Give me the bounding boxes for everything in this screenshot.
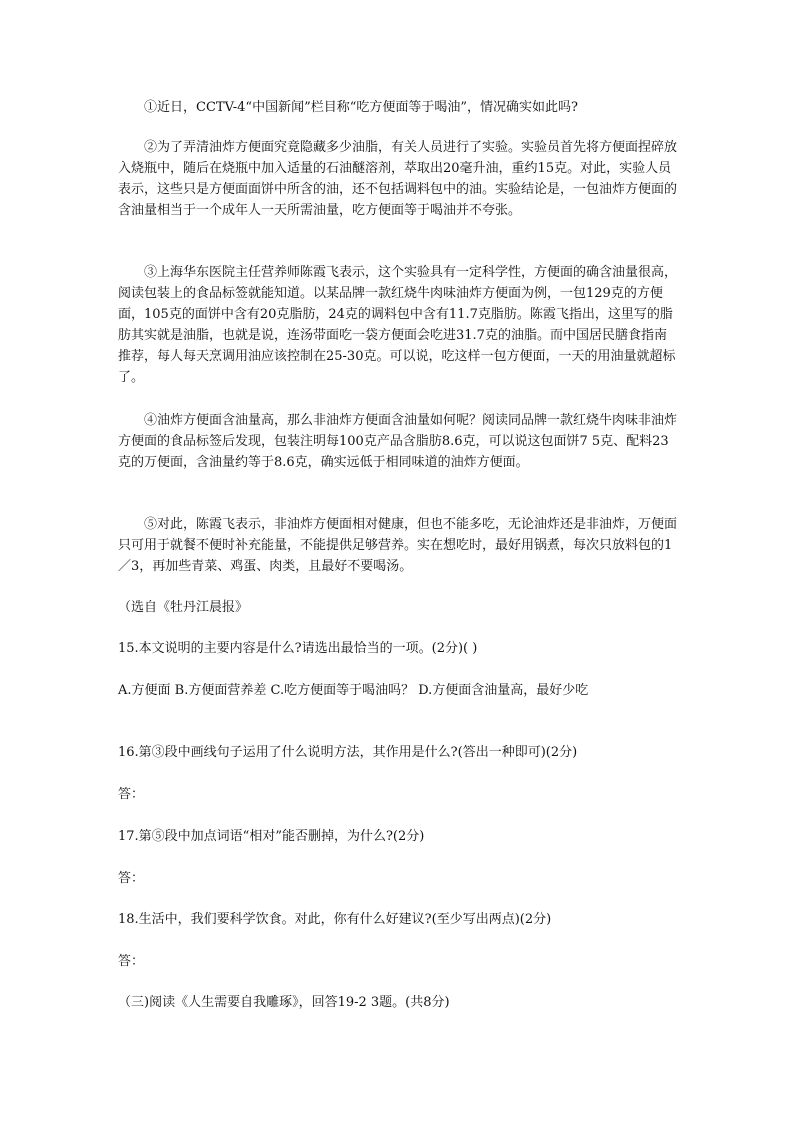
paragraph-1: ①近日，CCTV-4“中国新闻”栏目称“吃方便面等于喝油”，情况确实如此吗? [144, 100, 578, 115]
question-16: 16.第③段中画线句子运用了什么说明方法，其作用是什么?(答出一种即可)(2分) [118, 745, 578, 760]
paragraph-4: ④油炸方便面含油量高，那么非油炸方便面含油量如何呢？阅读同品牌一款红烧牛肉味非油炸方便面的食品标签后发现，包装注明每100克产品含脂肪8.6克，可以说这包面饼7 5克、配料23克的万便面，含油量约等于8.6克，确实远低于相同味道的油炸方便面。 [118, 413, 678, 470]
source-line: （选自《牡丹江晨报》 [118, 600, 249, 615]
section-3-heading: （三)阅读《人生需要自我雕琢》，回答19-2 3题。(共8分) [118, 995, 450, 1010]
answer-18-label: 答： [118, 954, 145, 969]
question-15: 15.本文说明的主要内容是什么?请选出最恰当的一项。(2分)( ) [118, 641, 478, 656]
answer-16-label: 答： [118, 787, 145, 802]
question-18: 18.生活中，我们要科学饮食。对此，你有什么好建议?(至少写出两点)(2分) [118, 912, 552, 927]
paragraph-2: ②为了弄清油炸方便面究竟隐藏多少油脂，有关人员进行了实验。实验员首先将方便面捏碎放入烧瓶中，随后在烧瓶中加入适量的石油醚溶剂，萃取出20毫升油，重约15克。对此，实验人员表示，这些只是方便面面饼中所含的油，还不包括调料包中的油。实验结论是，一包油炸方便面的含油量相当于一个成年人一天所需油量，吃方便面等于喝油并不夸张。 [118, 140, 678, 218]
answer-17-label: 答： [118, 871, 145, 886]
paragraph-3: ③上海华东医院主任营养师陈霞飞表示，这个实验具有一定科学性，方便面的确含油量很高，阅读包装上的食品标签就能知道。以某品牌一款红烧牛肉味油炸方便面为例，一包129克的方便面，105克的面饼中含有20克脂肪，24克的调料包中含有11.7克脂肪。陈霞飞指出，这里写的脂肪其实就是油脂，也就是说，连汤带面吃一袋方便面会吃进31.7克的油脂。而中国居民膳食指南推荐，每人每天烹调用油应该控制在25-30克。可以说，吃这样一包方便面，一天的用油量就超标了。 [118, 265, 678, 385]
question-17: 17.第⑤段中加点词语“相对”能否删掉，为什么?(2分) [118, 829, 425, 844]
question-15-options: A.方便面 B.方便面营养差 C.吃方便面等于喝油吗？ D.方便面含油量高，最好少吃 [118, 683, 589, 698]
paragraph-5: ⑤对此，陈霞飞表示，非油炸方便面相对健康，但也不能多吃，无论油炸还是非油炸，万便面只可用于就餐不便时补充能量，不能提供足够营养。实在想吃时，最好用锅煮，每次只放料包的1／3，再加些青菜、鸡蛋、肉类，且最好不要喝汤。 [118, 517, 678, 574]
